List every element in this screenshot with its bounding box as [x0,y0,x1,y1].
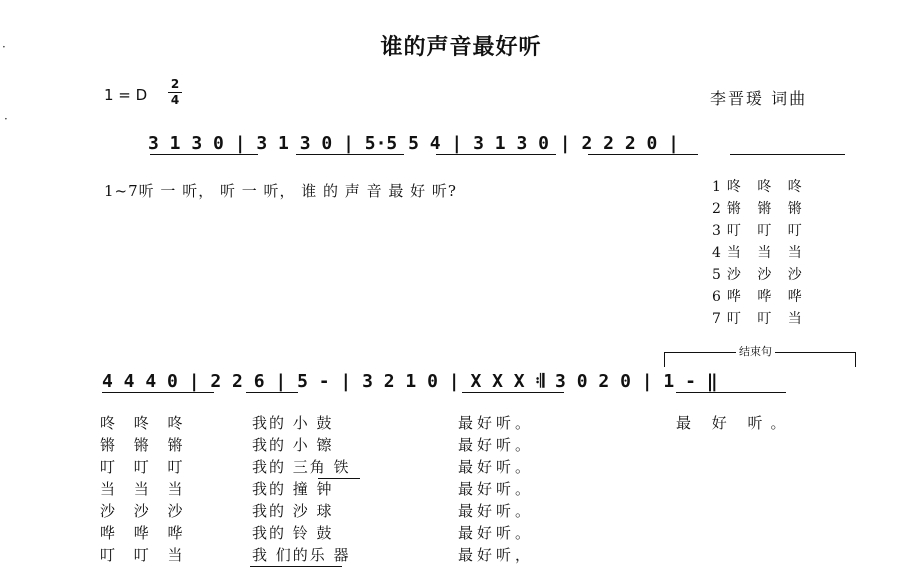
beam-underline [246,392,298,393]
verse-sound: 叮 叮 叮 [100,458,190,476]
song-title: 谁的声音最好听 [380,35,542,60]
lyric-underline [318,478,360,479]
verse-instruments-column [252,412,351,566]
verse-ending: 最好听。 [458,480,535,498]
beam-underline [102,392,214,393]
time-signature [168,78,182,107]
verse-instrument: 我的 三角 铁 [252,458,351,476]
verse-start-item: 6哗 哗 哗 [712,289,808,305]
ending-label: 结束句 [736,343,775,359]
beam-underline [296,154,404,155]
staff-line-2: 4 4 4 0 | 2 2 6 | 5 - | 3 2 1 0 | X X X 𝄇 3 0 2 0 | 1 - ‖ [102,371,718,392]
key-signature: 1 = D [104,86,148,104]
margin-mark: · [2,40,6,54]
staff-line-1: 3 1 3 0 | 3 1 3 0 | 5·5 5 4 | 3 1 3 0 | 2 2 2 0 | [148,133,680,154]
verse-instrument: 我的 撞 钟 [252,480,334,498]
verse-sound: 咚 咚 咚 [100,414,190,432]
verse-instrument: 我 们的乐 器 [252,546,351,564]
verse-ending: 最好听。 [458,502,535,520]
time-signature-top: 2 [170,77,180,91]
verse-start-item: 5沙 沙 沙 [712,267,808,283]
beam-underline [676,392,786,393]
verse-start-item: 3叮 叮 叮 [712,223,808,239]
verse-start-list [712,176,808,330]
time-signature-bottom: 4 [170,93,180,107]
lyric-line-1: 1~7听 一 听， 听 一 听， 谁 的 声 音 最 好 听? [104,182,457,200]
verse-sounds-column [100,412,190,566]
verse-start-item: 4当 当 当 [712,245,808,261]
verse-sound: 锵 锵 锵 [100,436,190,454]
verse-instrument: 我的 小 镲 [252,436,334,454]
verse-start-item: 7叮 叮 当 [712,311,808,327]
lyric-underline [250,566,342,567]
beam-underline [588,154,698,155]
verse-instrument: 我的 铃 鼓 [252,524,334,542]
margin-mark: · [4,112,8,126]
ending-lyric: 最 好 听。 [676,414,794,432]
verse-ending: 最好听。 [458,436,535,454]
verse-ending: 最好听。 [458,524,535,542]
verse-endings-column [458,412,534,566]
author-credit: 李晋瑗 词曲 [710,89,808,108]
verse-sound: 叮 叮 当 [100,546,190,564]
verse-ending: 最好听。 [458,414,535,432]
verse-start-item: 1咚 咚 咚 [712,179,808,195]
verse-sound: 当 当 当 [100,480,190,498]
beam-underline [150,154,258,155]
verse-sound: 哗 哗 哗 [100,524,190,542]
verse-instrument: 我的 沙 球 [252,502,334,520]
verse-ending: 最好听。 [458,458,535,476]
beam-underline [730,154,845,155]
verse-sound: 沙 沙 沙 [100,502,190,520]
beam-underline [436,154,556,155]
verse-start-item: 2锵 锵 锵 [712,201,808,217]
verse-instrument: 我的 小 鼓 [252,414,334,432]
verse-ending: 最好听， [458,546,535,564]
beam-underline [462,392,564,393]
